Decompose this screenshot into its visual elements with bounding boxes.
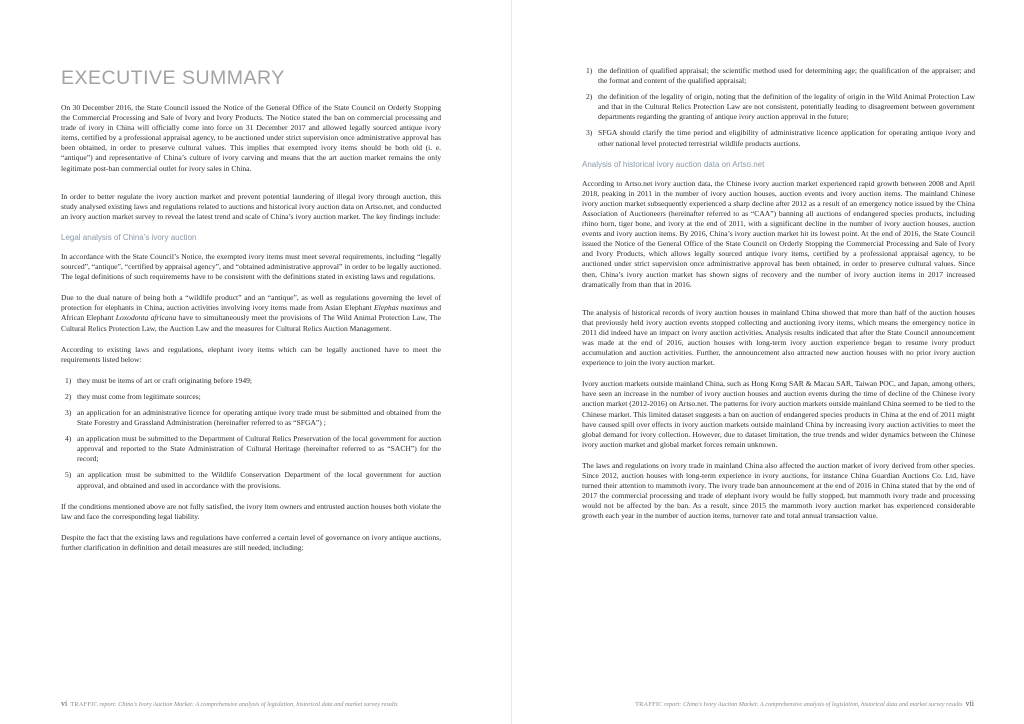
list-item	[61, 434, 441, 464]
list-text: the definition of qualified appraisal; the scientific method used for determining age; the qualification of the appraiser; and the format and content of the qualified appraisal;	[598, 66, 975, 86]
footer-report-title: report: China's Ivory Auction Market: A comprehensive analysis of legislation, historical data and market survey results	[97, 701, 398, 708]
section-heading-historical: Analysis of historical ivory auction data on Artso.net	[582, 159, 765, 169]
page-number: vi	[61, 699, 68, 708]
list-text: an application must be submitted to the Department of Cultural Relics Preservation of the local government for auction approval and reported to the State Administration of Cultural Heritage (hereinafter referred to as “SACH”) for the record;	[77, 434, 441, 464]
page-footer-right	[635, 699, 974, 708]
list-number: 2)	[586, 92, 593, 102]
right-column	[582, 66, 975, 532]
list-number: 5)	[65, 470, 72, 480]
list-text: SFGA should clarify the time period and eligibility of administrative licence application for operating antique ivory and other national level protected terrestrial wildlife products auctions.	[598, 128, 975, 148]
list-item	[61, 392, 441, 402]
historical-paragraph-4: The laws and regulations on ivory trade in mainland China also affected the auction market of ivory derived from other species. Since 2012, auction houses with long-term experience in ivory auctions, for instance China Guardian Auctions Co. Ltd, have turned their attention to mammoth ivory. The ivory trade ban announcement at the end of 2016 in China stated that by the end of 2017 the commercial processing and trade of elephant ivory would be fully stopped, but mammoth ivory trade and processing would not be affected by the ban. As a result, since 2015 the mammoth ivory auction market has experienced considerable growth each year in the number of auction items, turnover rate and total annual transaction value.	[582, 460, 975, 521]
footer-brand: TRAFFIC	[70, 701, 98, 708]
list-text: an application for an administrative licence for operating antique ivory trade must be submitted and obtained from the State Forestry and Grassland Administration (hereinafter referred to as “SFGA”) ;	[77, 407, 441, 428]
text-span: and African Elephant	[61, 303, 441, 323]
list-number: 4)	[65, 434, 72, 444]
footer-report-title: report: China's Ivory Auction Market: A comprehensive analysis of legislation, historical data and market survey results	[662, 701, 963, 708]
historical-paragraph-1: According to Artso.net ivory auction data, the Chinese ivory auction market experienced rapid growth between 2008 and April 2018, peaking in 2011 in the number of ivory auction houses, auction events and ivory auction items. The mainland Chinese ivory auction market subsequently experienced a sharp decline after 2012 as a result of an emergency notice issued by the China Association of Auctioneers (hereinafter referred to as “CAA”) banning all auctions of endangered species products, including rhino horn, tiger bone, and ivory at the end of 2011, with a significant decline in the number of ivory auction houses, auction events and ivory auction items. By 2016, China’s ivory auction market hit its lowest point. At the end of 2016, the State Council issued the Notice of the General Office of the State Council on Orderly Stopping the Commercial Processing and Sale of Ivory and Ivory Products, which allows legally sourced antique ivory items, certified by a professional appraisal agency, to be auctioned under strict supervision once administrative approval has been obtained, in order to preserve cultural values. Since then, China’s ivory auction market has shown signs of recovery and the number of ivory auction items in 2017 increased dramatically from than that in 2016.	[582, 178, 975, 289]
list-item	[582, 128, 975, 148]
summary-paragraph-2: In order to better regulate the ivory auction market and prevent potential laundering of illegal ivory through auction, this study analysed existing laws and regulations related to auctions and historical ivory auction data on Artso.net, and conducted an ivory auction market survey to reveal the latest trend and scale of China’s ivory auction market. The key findings include:	[61, 191, 441, 221]
historical-paragraph-3: Ivory auction markets outside mainland China, such as Hong Kong SAR & Macau SAR, Taiwan POC, and Japan, among others, have seen an increase in the number of ivory auction houses and auction events during the time of decline of the Chinese ivory auction market (2012-2016) on Artso.net. The patterns for ivory auction markets outside mainland China seemed to be tied to the Chinese market. This limited dataset suggests a ban on auction of endangered species products in China at the end of 2011 might have caused spill over effects in ivory auction markets outside mainland China by increasing ivory auction activities to meet the global demand for ivory collection. However, due to dataset limitation, the true trends and wider dynamics between the Chinese ivory auction market and global market forces remain unknown.	[582, 379, 975, 449]
left-column	[61, 66, 441, 564]
text-span: have to simultaneously meet the provisions of The Wild Animal Protection Law, The Cultural Relics Protection Law, the Auction Law and the measures for Cultural Relics Auction Management.	[61, 313, 441, 333]
list-item	[61, 376, 441, 386]
summary-paragraph-1: On 30 December 2016, the State Council issued the Notice of the General Office of the State Council on Orderly Stopping the Commercial Processing and Sale of Ivory and Ivory Products. The Notice stated the ban on commercial processing and trade of ivory in China will officially come into force on 31 December 2017 and allowed legally sourced antique ivory items, certified by a professional appraisal agency, to be auctioned under strict supervision once administrative approval has been obtained, in order to preserve cultural values. This implies that exempted ivory items should be both old (i. e. “antique”) and representative of China’s culture of ivory carving and means that the art auction market remains the only legitimate post-ban commercial outlet for ivory sales in China.	[61, 103, 441, 173]
right-page	[512, 0, 1024, 724]
list-text: they must come from legitimate sources;	[77, 391, 201, 401]
legal-paragraph-3: According to existing laws and regulations, elephant ivory items which can be legally auctioned have to meet the requirements listed below:	[61, 344, 441, 364]
list-text: they must be items of art or craft originating before 1949;	[77, 375, 253, 385]
list-item	[582, 66, 975, 86]
section-heading-legal: Legal analysis of China’s ivory auction	[61, 232, 197, 242]
list-text: an application must be submitted to the Wildlife Conservation Department of the local government for auction approval, and obtained and used in accordance with the provisions.	[77, 470, 441, 490]
list-number: 3)	[586, 128, 593, 138]
list-item	[61, 408, 441, 428]
text-span: Due to the dual nature of being both a “wildlife product” and an “antique”, as well as regulations governing the level of protection for elephants in China, auction activities involving ivory items made from Asian Elephant	[61, 293, 441, 313]
list-item	[582, 92, 975, 122]
historical-paragraph-2: The analysis of historical records of ivory auction houses in mainland China showed that more than half of the auction houses that previously held ivory auction events stopped collecting and auctioning ivory items, which means the emergency notice in 2011 did indeed have an impact on ivory auction activities. Analysis results indicated that after the State Council announcement was made at the end of 2016, auction houses with long-term ivory auction experience began to resume ivory product accumulation and auction activities. Further, the announcement also attracted new auction houses with no prior ivory auction experience to join the ivory auction market.	[582, 307, 975, 368]
species-name-african: Loxodonta africana	[115, 313, 177, 323]
list-number: 3)	[65, 407, 72, 417]
legal-paragraph-5: Despite the fact that the existing laws and regulations have conferred a certain level of governance on ivory antique auctions, further clarification in definition and detail measures are still needed, including:	[61, 532, 441, 552]
page-number: vii	[965, 699, 974, 708]
legal-paragraph-4: If the conditions mentioned above are not fully satisfied, the ivory item owners and entrusted auction houses both violate the law and face the corresponding legal liability.	[61, 501, 441, 521]
legal-paragraph-2	[61, 293, 441, 333]
list-item	[61, 470, 441, 490]
list-text: the definition of the legality of origin, noting that the definition of the legality of origin in the Wild Animal Protection Law and that in the Cultural Relics Protection Law are not consistent, potentially leading to disagreement between government departments regarding the granting of antique ivory auction approval in the future;	[598, 92, 975, 122]
list-number: 1)	[65, 375, 72, 385]
legal-paragraph-1: In accordance with the State Council’s Notice, the exempted ivory items must meet several requirements, including “legally sourced”, “antique”, “certified by appraisal agency”, and “obtained administrative approval” in order to be legally auctioned. The legal definitions of such requirements have to be consistent with the definitions stated in existing laws and regulations.	[61, 251, 441, 282]
page-footer-left	[61, 699, 398, 708]
list-number: 1)	[586, 66, 593, 75]
requirements-list	[61, 376, 441, 491]
footer-brand: TRAFFIC	[635, 701, 663, 708]
species-name-asian: Elephas maximus	[374, 303, 428, 313]
page-title: EXECUTIVE SUMMARY	[61, 67, 285, 89]
list-number: 2)	[65, 391, 72, 401]
clarification-list	[582, 66, 975, 149]
